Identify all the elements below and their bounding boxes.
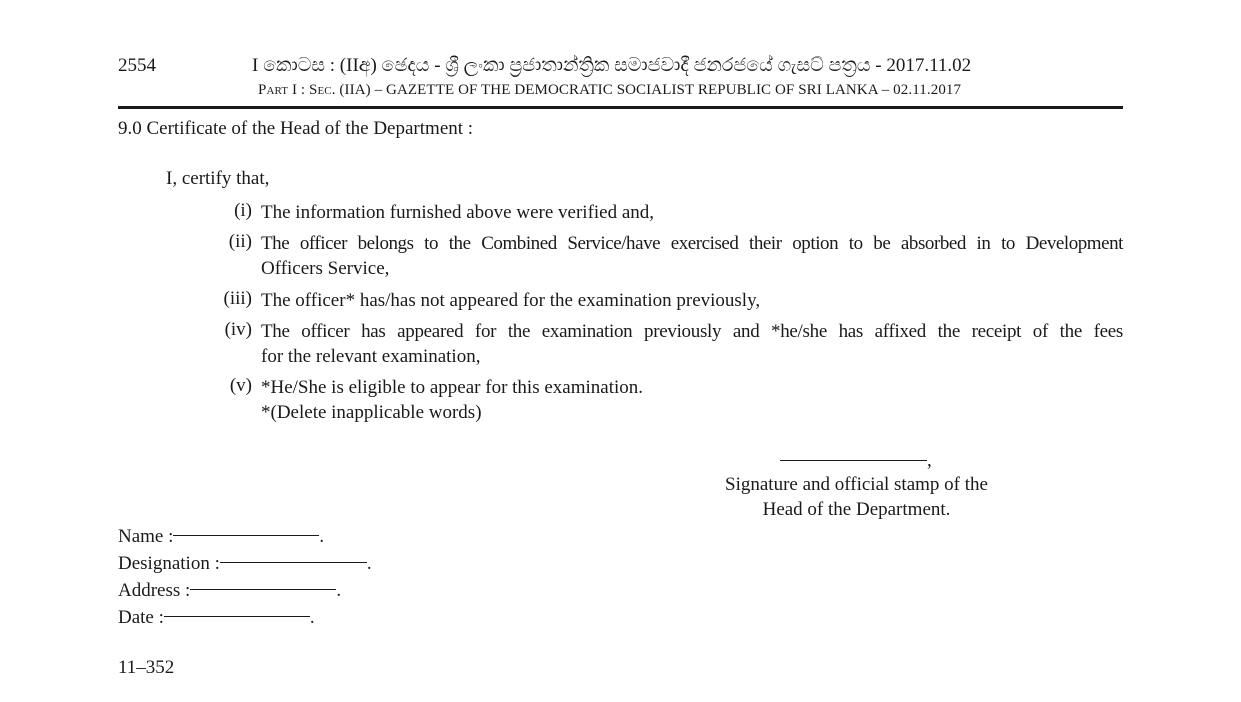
header-english-title — [258, 82, 961, 99]
address-label: Address : — [118, 580, 191, 601]
date-blank-line — [164, 616, 310, 617]
designation-end: . — [366, 553, 372, 574]
certify-intro: I, certify that, — [166, 168, 270, 189]
date-label: Date : — [118, 607, 164, 628]
date-end: . — [309, 607, 315, 628]
footer-code: 11–352 — [118, 657, 175, 678]
name-field — [118, 526, 324, 548]
designation-field — [118, 553, 372, 575]
date-field — [118, 607, 315, 629]
list-item-number: (ii) — [228, 231, 252, 252]
list-item-number: (i) — [234, 200, 252, 221]
list-item-line: Officers Service, — [261, 258, 390, 279]
list-item-line: The officer belongs to the Combined Service/have exercised their option to be absorbed in to Development — [261, 233, 1123, 254]
list-item-text — [261, 288, 1123, 313]
designation-blank-line — [220, 562, 367, 563]
address-end: . — [336, 580, 342, 601]
list-item-line: *He/She is eligible to appear for this examination. — [261, 377, 644, 398]
list-item-number: (v) — [229, 375, 252, 396]
page-number: 2554 — [118, 55, 156, 76]
list-item-line: for the relevant examination, — [261, 346, 481, 367]
list-item-line: The officer has appeared for the examination previously and *he/she has affixed the receipt of the fees — [261, 321, 1123, 342]
list-item-number: (iii) — [223, 288, 252, 309]
list-item-text — [261, 200, 1123, 225]
name-end: . — [319, 526, 325, 547]
header-sinhala-title: I කොටස : (IIඅ) ඡෙදය - ශ්‍රී ලංකා ප්‍රජාතාන්ත්‍රික සමාජවාදී ජනරජයේ ගැසට් පත්‍රය - 2017.11.02 — [252, 55, 972, 76]
list-item-number: (iv) — [224, 319, 252, 340]
name-blank-line — [173, 535, 319, 536]
address-blank-line — [190, 589, 336, 590]
list-item-text — [261, 375, 1123, 425]
designation-label: Designation : — [118, 553, 220, 574]
list-item-text — [261, 231, 1123, 281]
signature-comma: , — [927, 450, 932, 471]
list-item-note: *(Delete inapplicable words) — [261, 402, 482, 423]
list-item-line: The officer* has/has not appeared for the examination previously, — [261, 290, 761, 311]
section-title: 9.0 Certificate of the Head of the Department : — [118, 118, 474, 139]
signature-caption-line2: Head of the Department. — [762, 499, 951, 520]
header-divider — [118, 106, 1123, 109]
address-field — [118, 580, 341, 602]
signature-caption-line1: Signature and official stamp of the — [725, 474, 988, 495]
header-english-text: Part I : Sec. (IIA) – GAZETTE OF THE DEMOCRATIC SOCIALIST REPUBLIC OF SRI LANKA – 02.11.2017 — [258, 82, 962, 98]
name-label: Name : — [118, 526, 174, 547]
signature-line — [780, 460, 927, 461]
list-item-text — [261, 319, 1123, 369]
list-item-line: The information furnished above were verified and, — [261, 202, 655, 223]
